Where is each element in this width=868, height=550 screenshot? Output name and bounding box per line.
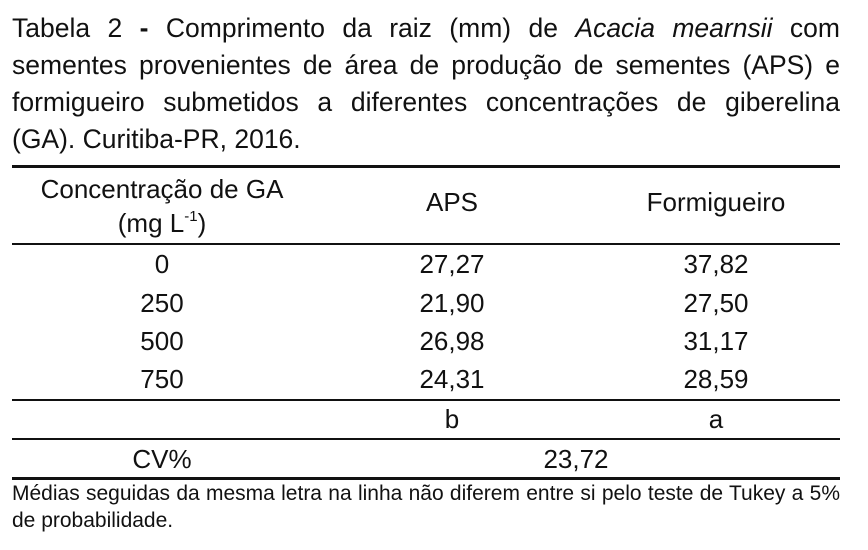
cell-formigueiro: 31,17	[683, 326, 749, 356]
top-rule	[12, 165, 840, 168]
header-concentration-unit: (mg $L^{-1}$)	[117, 208, 207, 238]
caption-species: Acacia mearnsii	[575, 13, 773, 43]
letter-aps: b	[444, 404, 460, 434]
table-caption	[12, 10, 840, 158]
cv-rule	[12, 438, 840, 440]
letter-formigueiro: a	[708, 404, 724, 434]
caption-label: Tabela 2	[12, 13, 123, 43]
header-formigueiro: Formigueiro	[646, 187, 786, 217]
header-concentration	[12, 172, 312, 240]
cell-ga: 750	[140, 364, 184, 394]
letters-rule	[12, 399, 840, 401]
cell-ga: 500	[140, 326, 184, 356]
cell-formigueiro: 28,59	[683, 364, 749, 394]
caption-dash: -	[139, 13, 149, 43]
cell-aps: 24,31	[419, 364, 485, 394]
caption-text-after: com sementes provenientes de área de produção de sementes (APS) e formigueiro submetidos a diferentes concentrações de giberelina (GA). Curitiba-PR, 2016.	[12, 13, 840, 154]
header-concentration-line1: Concentração de GA	[40, 174, 284, 204]
cell-aps: 21,90	[419, 288, 485, 318]
cell-aps: 26,98	[419, 326, 485, 356]
cell-ga: 0	[154, 249, 170, 279]
cell-formigueiro: 27,50	[683, 288, 749, 318]
cell-ga: 250	[140, 288, 184, 318]
caption-text-before: Comprimento da raiz (mm) de	[165, 13, 558, 43]
header-aps: APS	[425, 187, 479, 217]
table-footnote: Médias seguidas da mesma letra na linha não diferem entre si pelo teste de Tukey a 5% de probabilidade.	[12, 482, 840, 532]
cv-value: 23,72	[543, 444, 609, 474]
header-unit-superscript: -1	[184, 208, 198, 225]
cv-label: CV%	[132, 444, 192, 474]
cell-aps: 27,27	[419, 249, 485, 279]
header-rule	[12, 243, 840, 245]
cell-formigueiro: 37,82	[683, 249, 749, 279]
